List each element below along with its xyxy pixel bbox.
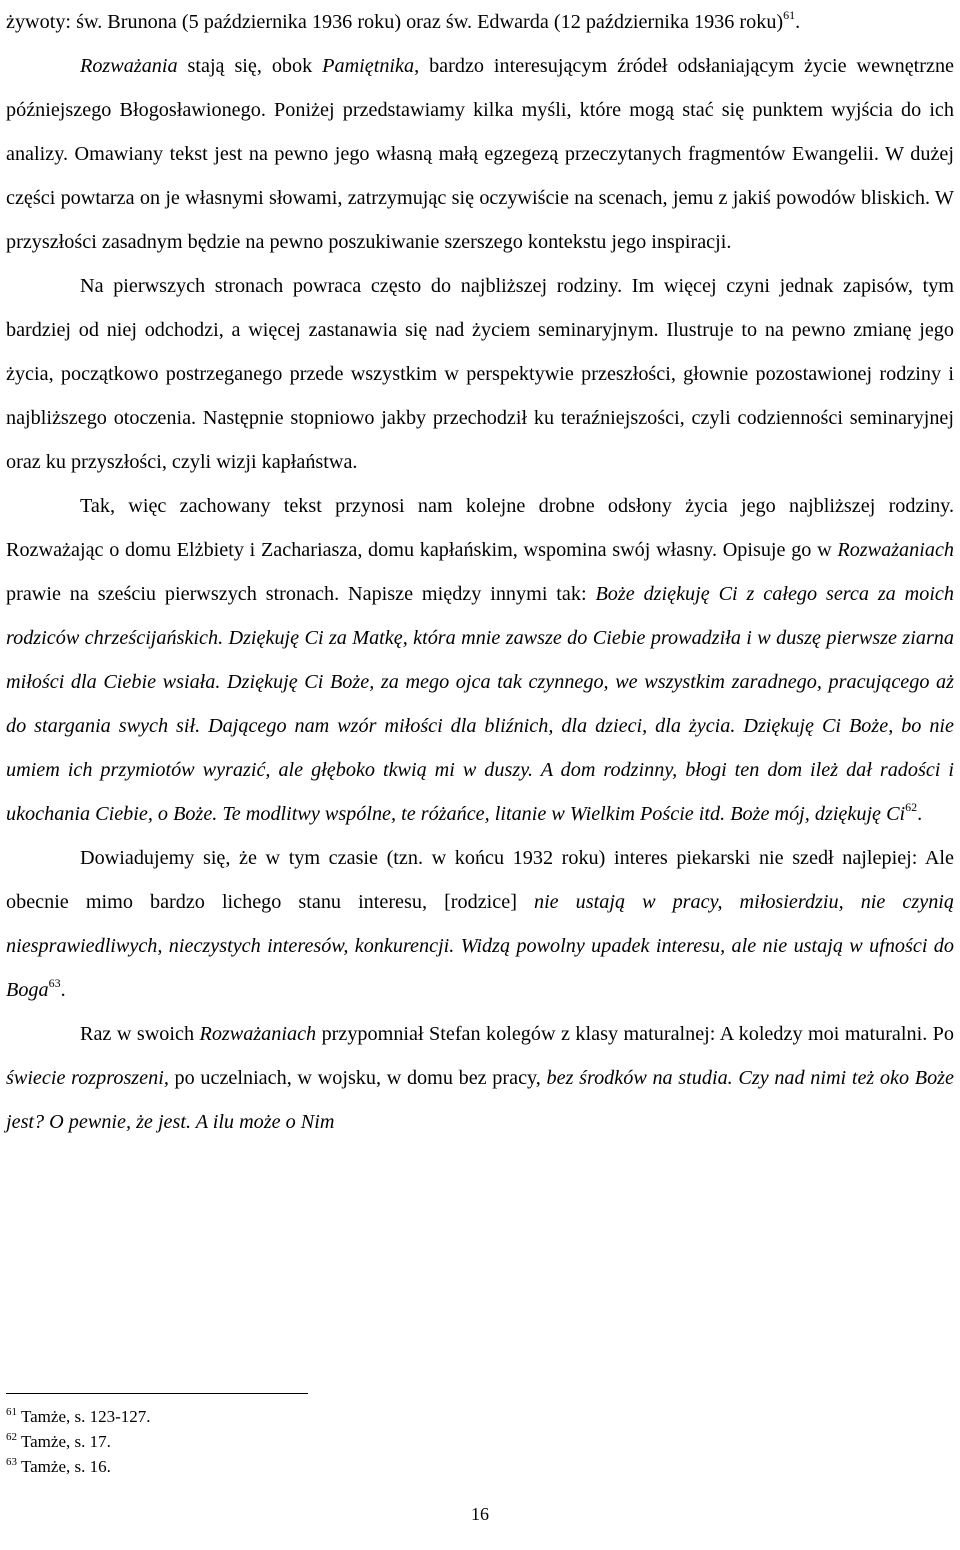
footnote-ref-62[interactable]: 62 <box>905 800 918 814</box>
page-number: 16 <box>471 1504 489 1524</box>
italic-title: Pamiętnika <box>322 55 415 77</box>
paragraph-text: . <box>60 979 66 1001</box>
paragraph-3 <box>6 264 954 484</box>
paragraph-text: , bardzo interesującym źródeł odsłaniającym życie wewnętrzne późniejszego Błogosławionego. Poniżej przedstawiamy kilka myśli, które mogą stać się punktem wyjścia do ich analizy. Omawiany tekst jest na pewno jego własną małą egzegezą przeczytanych fragmentów Ewangelii. W dużej części powtarza on je własnymi słowami, zatrzymując się oczywiście na scenach, jemu z jakiś powodów bliskich. W przyszłości zasadnym będzie na pewno poszukiwanie szerszego kontekstu jego inspiracji. <box>6 55 955 253</box>
italic-quote: bez środków na studia. Czy nad nimi też oko Boże jest? O pewnie, że jest. A ilu może o Nim <box>6 1067 954 1133</box>
paragraph-5 <box>6 836 954 1012</box>
italic-title: Rozważania <box>80 55 178 77</box>
paragraph-text: . <box>795 11 801 33</box>
paragraph-text: prawie na sześciu pierwszych stronach. Napisze między innymi tak: <box>6 583 596 605</box>
footnote-text: Tamże, s. 16. <box>17 1457 111 1476</box>
paragraph-text: przypomniał Stefan kolegów z klasy maturalnej: A koledzy moi maturalni. Po <box>316 1023 955 1045</box>
paragraph-text: Na pierwszych stronach powraca często do najbliższej rodziny. Im więcej czyni jednak zapisów, tym bardziej od niej odchodzi, a więcej zastanawia się nad życiem seminaryjnym. Ilustruje to na pewno zmianę jego życia, początkowo postrzeganego przede wszystkim w perspektywie przeszłości, głownie pozostawionej rodziny i najbliższego otoczenia. Następnie stopniowo jakby przechodził ku teraźniejszości, czyli codzienności seminaryjnej oraz ku przyszłości, czyli wizji kapłaństwa. <box>6 275 954 473</box>
paragraph-text: żywoty: św. Brunona (5 października 1936 roku) oraz św. Edwarda (12 października 1936 roku) <box>6 11 784 33</box>
footnote-text: Tamże, s. 123-127. <box>17 1407 151 1426</box>
footnote-ref-61[interactable]: 61 <box>783 8 796 22</box>
paragraph-text: . <box>917 803 923 825</box>
footnote-text: Tamże, s. 17. <box>17 1432 111 1451</box>
italic-quote: Boże dziękuję Ci z całego serca za moich rodziców chrześcijańskich. Dziękuję Ci za Matkę, która mnie zawsze do Ciebie prowadziła i w duszę pierwsze ziarna miłości dla Ciebie wsiała. Dziękuję Ci Boże, za mego ojca tak czynnego, we wszystkim zaradnego, pracującego aż do stargania swych sił. Dającego nam wzór miłości dla bliźnich, dla dzieci, dla życia. Dziękuję Ci Boże, bo nie umiem ich przymiotów wyrazić, ale głęboko tkwią mi w duszy. A dom rodzinny, błogi ten dom ileż dał radości i ukochania Ciebie, o Boże. Te modlitwy wspólne, te różańce, litanie w Wielkim Poście itd. Boże mój, dziękuję Ci <box>6 583 954 825</box>
paragraph-text: stają się, obok <box>177 55 323 77</box>
paragraph-text: po uczelniach, w wojsku, w domu bez pracy, <box>168 1067 547 1089</box>
footnote-ref-63[interactable]: 63 <box>48 976 61 990</box>
footnote-separator <box>6 1393 308 1394</box>
paragraph-text: Raz w swoich <box>80 1023 200 1045</box>
footnote-61 <box>6 1404 606 1429</box>
footnote-number: 61 <box>6 1406 17 1418</box>
paragraph-text: Tak, więc zachowany tekst przynosi nam kolejne drobne odsłony życia jego najbliższej rodziny. Rozważając o domu Elżbiety i Zachariasza, domu kapłańskim, wspomina swój własny. Opisuje go w <box>6 495 954 561</box>
paragraph-4 <box>6 484 954 836</box>
paragraph-1 <box>6 0 954 44</box>
italic-title: Rozważaniach <box>837 539 954 561</box>
italic-title: Rozważaniach <box>199 1023 317 1045</box>
italic-quote: nie ustają w pracy, miłosierdziu, nie czynią niesprawiedliwych, nieczystych interesów, konkurencji. Widzą powolny upadek interesu, ale nie ustają w ufności do Boga <box>6 891 954 1001</box>
footnotes <box>6 1393 606 1479</box>
italic-quote: świecie rozproszeni, <box>6 1067 169 1089</box>
paragraph-6 <box>6 1012 954 1144</box>
paragraph-text: Dowiadujemy się, że w tym czasie (tzn. w końcu 1932 roku) interes piekarski nie szedł najlepiej: Ale obecnie mimo bardzo lichego stanu interesu, [rodzice] <box>6 847 954 913</box>
footnote-62 <box>6 1429 606 1454</box>
footnote-number: 63 <box>6 1456 17 1468</box>
footnote-number: 62 <box>6 1431 17 1443</box>
body-text <box>6 0 954 1144</box>
paragraph-2 <box>6 44 954 264</box>
footnote-63 <box>6 1454 606 1479</box>
